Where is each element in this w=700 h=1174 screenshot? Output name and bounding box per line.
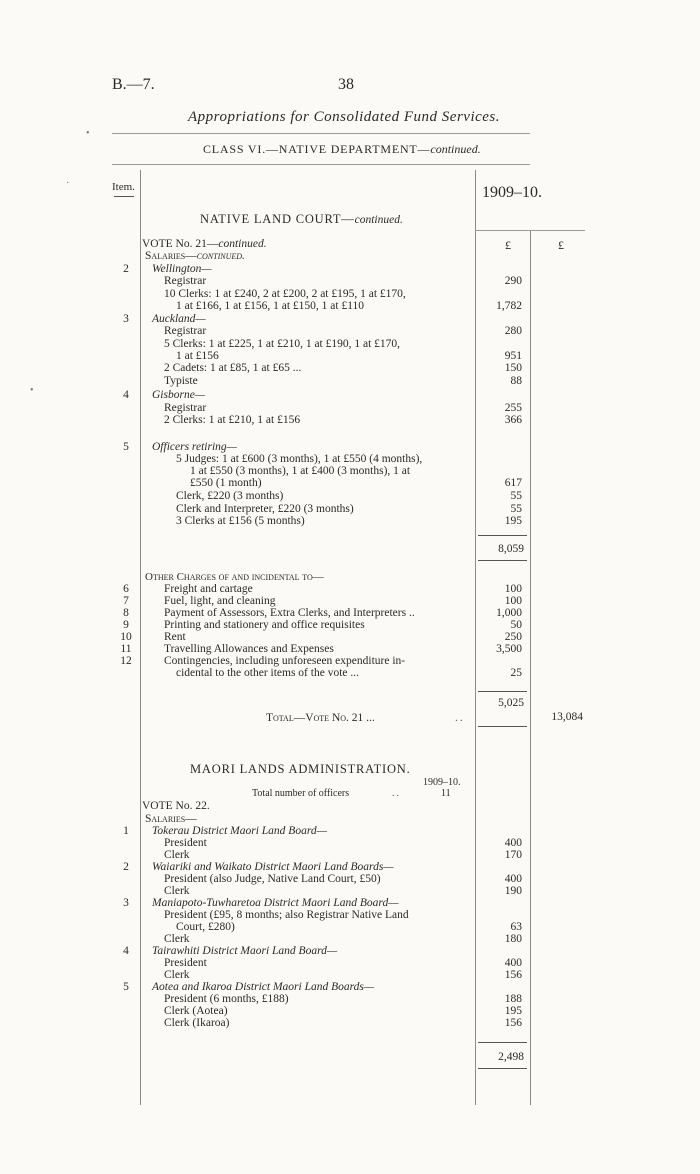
line-item-amount: 400 bbox=[504, 837, 522, 849]
leader-dots: .. bbox=[392, 788, 401, 799]
line-item-amount: 55 bbox=[510, 503, 522, 515]
line-item-amount: 1,000 bbox=[496, 607, 522, 619]
line-item-text: President bbox=[164, 957, 207, 969]
line-item-amount: 3,500 bbox=[496, 643, 522, 655]
item-number: 11 bbox=[120, 643, 132, 655]
item-number: 9 bbox=[123, 619, 129, 631]
line-item-text: Clerk bbox=[164, 933, 190, 945]
line-item-amount: 88 bbox=[510, 375, 522, 387]
maori-lands-salaries-total: 2,498 bbox=[498, 1051, 524, 1063]
other-charges-total: 5,025 bbox=[498, 697, 524, 709]
line-item-text: cidental to the other items of the vote ... bbox=[176, 667, 359, 679]
line-item-amount: 250 bbox=[504, 631, 522, 643]
subsection-heading: Gisborne— bbox=[152, 389, 206, 401]
line-item-amount: 156 bbox=[504, 969, 522, 981]
ml-total-rule bbox=[478, 1042, 527, 1043]
ml-total-rule-bottom bbox=[478, 1068, 527, 1069]
scan-mark: • bbox=[30, 385, 34, 396]
line-item-text: 2 Clerks: 1 at £210, 1 at £156 bbox=[164, 414, 301, 426]
item-number: 10 bbox=[120, 631, 132, 643]
scan-mark: · bbox=[66, 178, 70, 189]
vote-21-heading: VOTE No. 21—continued. bbox=[142, 238, 267, 250]
line-item-amount: 290 bbox=[504, 275, 522, 287]
line-item-text: Registrar bbox=[164, 402, 207, 414]
subsection-heading: Maniapoto-Tuwharetoa District Maori Land Board— bbox=[152, 897, 399, 909]
subsection-heading: Auckland— bbox=[152, 313, 206, 325]
salaries-total-rule-bottom bbox=[478, 560, 527, 561]
line-item-amount: 55 bbox=[510, 490, 522, 502]
line-item-amount: 400 bbox=[504, 873, 522, 885]
salaries-total-21: 8,059 bbox=[498, 543, 524, 555]
item-number: 1 bbox=[123, 825, 129, 837]
pound-sign-col2: £ bbox=[558, 238, 564, 252]
line-item-text: President (6 months, £188) bbox=[164, 993, 289, 1005]
line-item-amount: 100 bbox=[504, 583, 522, 595]
line-item-amount: 170 bbox=[504, 849, 522, 861]
line-item-text: Clerk (Aotea) bbox=[164, 1005, 228, 1017]
item-number: 2 bbox=[123, 263, 129, 275]
line-item-text: Clerk and Interpreter, £220 (3 months) bbox=[176, 503, 354, 515]
subsection-heading: Tairawhiti District Maori Land Board— bbox=[152, 945, 338, 957]
line-item-text: Clerk bbox=[164, 969, 190, 981]
item-number: 5 bbox=[123, 981, 129, 993]
line-item-text: Fuel, light, and cleaning bbox=[164, 595, 276, 607]
line-item-amount: 50 bbox=[510, 619, 522, 631]
other-total-rule bbox=[478, 691, 527, 692]
subsection-heading: Aotea and Ikaroa District Maori Land Boards— bbox=[152, 981, 375, 993]
page-reference: B.—7. bbox=[112, 76, 155, 93]
item-number: 3 bbox=[123, 313, 129, 325]
line-item-text: Travelling Allowances and Expenses bbox=[164, 643, 334, 655]
line-item-text: 5 Judges: 1 at £600 (3 months), 1 at £550 (4 months), bbox=[176, 453, 423, 465]
header-rule bbox=[112, 133, 530, 134]
subsection-heading: Wellington— bbox=[152, 263, 212, 275]
line-item-amount: 280 bbox=[504, 325, 522, 337]
officers-year: 1909–10. bbox=[423, 777, 461, 788]
item-column-line bbox=[140, 170, 141, 1105]
line-item-amount: 180 bbox=[504, 933, 522, 945]
leader-dots: .. bbox=[455, 712, 465, 724]
page-title: Appropriations for Consolidated Fund Services. bbox=[188, 109, 501, 125]
section-title-native-land-court: NATIVE LAND COURT—continued. bbox=[200, 212, 403, 226]
line-item-amount: 63 bbox=[510, 921, 522, 933]
line-item-text: Clerk bbox=[164, 849, 190, 861]
line-item-text: £550 (1 month) bbox=[190, 477, 262, 489]
header-rule-2 bbox=[112, 164, 530, 165]
section-title-maori-lands: MAORI LANDS ADMINISTRATION. bbox=[190, 762, 411, 776]
line-item-text: Typiste bbox=[164, 375, 198, 387]
vote-21-total: 13,084 bbox=[551, 711, 583, 723]
line-item-amount: 366 bbox=[504, 414, 522, 426]
vote-22-heading: VOTE No. 22. bbox=[142, 800, 210, 812]
line-item-text: Freight and cartage bbox=[164, 583, 253, 595]
line-item-text: Registrar bbox=[164, 325, 207, 337]
line-item-amount: 190 bbox=[504, 885, 522, 897]
line-item-text: Printing and stationery and office requisites bbox=[164, 619, 365, 631]
line-item-text: Clerk (Ikaroa) bbox=[164, 1017, 230, 1029]
year-header: 1909–10. bbox=[482, 184, 542, 201]
line-item-amount: 188 bbox=[504, 993, 522, 1005]
line-item-amount: 25 bbox=[510, 667, 522, 679]
item-number: 12 bbox=[120, 655, 132, 667]
vote-21-total-label: Total—Vote No. 21 ... bbox=[266, 712, 375, 724]
item-number: 4 bbox=[123, 945, 129, 957]
line-item-text: 2 Cadets: 1 at £85, 1 at £65 ... bbox=[164, 362, 302, 374]
line-item-text: Rent bbox=[164, 631, 186, 643]
line-item-amount: 195 bbox=[504, 1005, 522, 1017]
page-number: 38 bbox=[338, 76, 354, 93]
item-column-header: Item. bbox=[112, 181, 135, 193]
total-column-line bbox=[530, 230, 531, 1105]
line-item-text: Clerk, £220 (3 months) bbox=[176, 490, 284, 502]
salaries-heading-22: Salaries— bbox=[145, 813, 197, 825]
line-item-text: 1 at £166, 1 at £156, 1 at £150, 1 at £110 bbox=[176, 300, 365, 312]
line-item-amount: 195 bbox=[504, 515, 522, 527]
line-item-amount: 255 bbox=[504, 402, 522, 414]
line-item-text: Contingencies, including unforeseen expenditure in- bbox=[164, 655, 406, 667]
line-item-amount: 951 bbox=[504, 350, 522, 362]
line-item-text: President (also Judge, Native Land Court, £50) bbox=[164, 873, 381, 885]
scan-mark: • bbox=[86, 128, 90, 139]
vote-total-rule bbox=[478, 726, 527, 727]
line-item-text: 1 at £550 (3 months), 1 at £400 (3 months), 1 at bbox=[190, 465, 411, 477]
class-title: CLASS VI.—NATIVE DEPARTMENT—continued. bbox=[203, 142, 481, 156]
item-number: 4 bbox=[123, 389, 129, 401]
item-number: 2 bbox=[123, 861, 129, 873]
line-item-text: President bbox=[164, 837, 207, 849]
line-item-text: 1 at £156 bbox=[176, 350, 219, 362]
line-item-text: 10 Clerks: 1 at £240, 2 at £200, 2 at £195, 1 at £170, bbox=[164, 288, 406, 300]
officers-label: Total number of officers bbox=[252, 788, 350, 799]
line-item-amount: 1,782 bbox=[496, 300, 522, 312]
line-item-amount: 150 bbox=[504, 362, 522, 374]
item-number: 5 bbox=[123, 441, 129, 453]
line-item-amount: 617 bbox=[504, 477, 522, 489]
line-item-amount: 100 bbox=[504, 595, 522, 607]
salaries-total-rule bbox=[478, 535, 527, 536]
subsection-heading: Waiariki and Waikato District Maori Land Boards— bbox=[152, 861, 394, 873]
line-item-text: Court, £280) bbox=[176, 921, 235, 933]
line-item-text: President (£95, 8 months; also Registrar Native Land bbox=[164, 909, 409, 921]
item-number: 3 bbox=[123, 897, 129, 909]
item-number: 8 bbox=[123, 607, 129, 619]
salaries-heading: Salaries—continued. bbox=[145, 250, 245, 262]
officers-count: 11 bbox=[441, 788, 451, 799]
other-charges-heading: Other Charges of and incidental to— bbox=[145, 571, 324, 583]
line-item-amount: 400 bbox=[504, 957, 522, 969]
item-underline bbox=[114, 196, 134, 197]
line-item-text: Clerk bbox=[164, 885, 190, 897]
pound-sign-col1: £ bbox=[505, 238, 511, 252]
line-item-text: 5 Clerks: 1 at £225, 1 at £210, 1 at £190, 1 at £170, bbox=[164, 338, 401, 350]
item-number: 6 bbox=[123, 583, 129, 595]
year-rule bbox=[475, 230, 585, 231]
line-item-text: 3 Clerks at £156 (5 months) bbox=[176, 515, 305, 527]
line-item-text: Payment of Assessors, Extra Clerks, and Interpreters .. bbox=[164, 607, 415, 619]
subsection-heading: Officers retiring— bbox=[152, 441, 237, 453]
line-item-amount: 156 bbox=[504, 1017, 522, 1029]
item-number: 7 bbox=[123, 595, 129, 607]
subsection-heading: Tokerau District Maori Land Board— bbox=[152, 825, 327, 837]
line-item-text: Registrar bbox=[164, 275, 207, 287]
